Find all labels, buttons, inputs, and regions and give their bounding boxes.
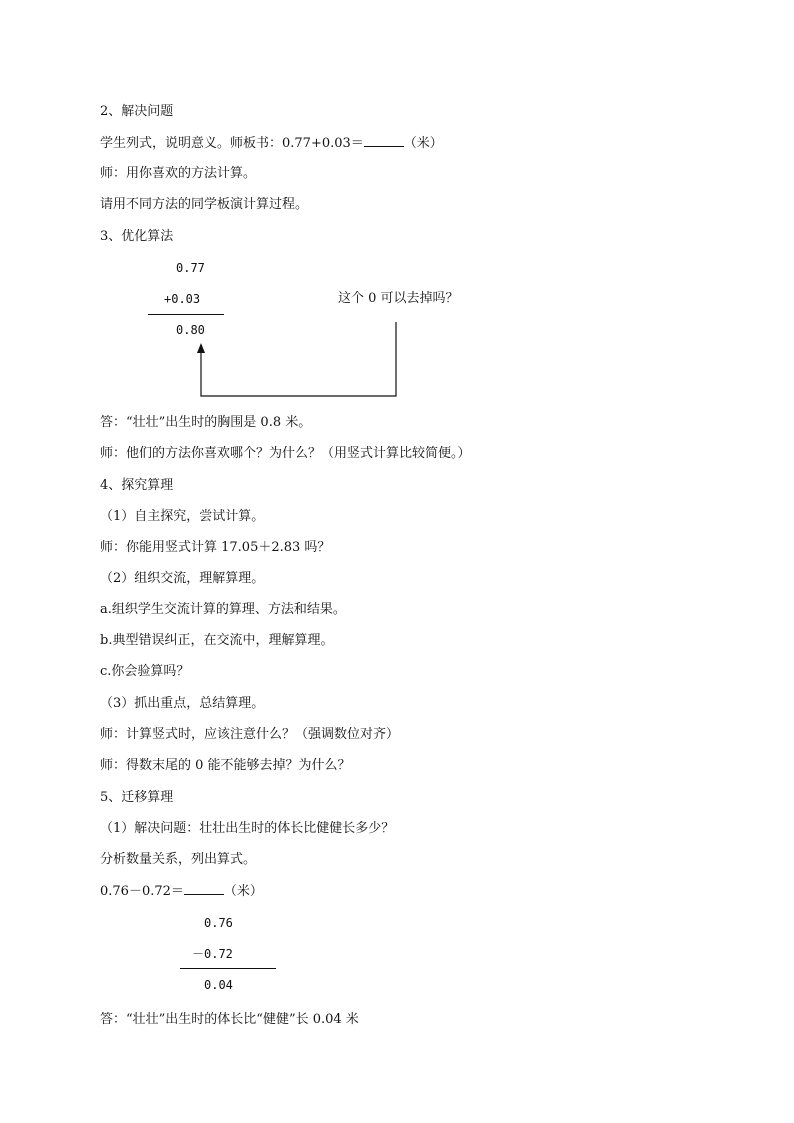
arrow-head-icon bbox=[197, 343, 205, 353]
method-question: 师：他们的方法你喜欢哪个？为什么？（用竖式计算比较简便。） bbox=[100, 446, 471, 461]
step-1-question: 师：你能用竖式计算 17.05＋2.83 吗？ bbox=[100, 540, 331, 555]
arrow-path bbox=[201, 322, 396, 396]
subtraction-rule bbox=[180, 968, 276, 969]
analysis-line: 分析数量关系，列出算式。 bbox=[100, 852, 257, 867]
step-2-b: b.典型错误纠正，在交流中，理解算理。 bbox=[100, 633, 334, 648]
section-5-heading: 5、迁移算理 bbox=[100, 790, 174, 805]
subtraction-top-number: 0.76 bbox=[204, 916, 233, 930]
step-1: （1）自主探究，尝试计算。 bbox=[100, 509, 265, 524]
answer-length: 答：“壮壮”出生时的体长比“健健”长 0.04 米 bbox=[100, 1012, 359, 1027]
problem-1: （1）解决问题：壮壮出生时的体长比健健长多少？ bbox=[100, 821, 395, 836]
answer-blank bbox=[184, 883, 224, 895]
step-2: （2）组织交流，理解算理。 bbox=[100, 571, 265, 586]
zero-annotation: 这个 0 可以去掉吗？ bbox=[338, 291, 459, 306]
section-4-heading: 4、探究算理 bbox=[100, 478, 174, 493]
addition-addend: +0.03 bbox=[164, 292, 201, 306]
subtraction-subtrahend: －0.72 bbox=[192, 947, 233, 961]
step-3-question-1: 师：计算竖式时，应该注意什么？（强调数位对齐） bbox=[100, 727, 400, 742]
subtraction-result: 0.04 bbox=[204, 978, 233, 992]
step-3-question-2: 师：得数末尾的 0 能不能够去掉？为什么？ bbox=[100, 758, 351, 773]
answer-chest: 答：“壮壮”出生时的胸围是 0.8 米。 bbox=[100, 415, 312, 430]
step-2-a: a.组织学生交流计算的算理、方法和结果。 bbox=[100, 602, 346, 617]
equation-text: 0.76－0.72＝ bbox=[100, 884, 184, 899]
unit-label: （米） bbox=[223, 884, 263, 899]
unit-label: （米） bbox=[403, 136, 443, 151]
student-instruction: 请用不同方法的同学板演计算过程。 bbox=[100, 197, 309, 212]
addition-result: 0.80 bbox=[176, 323, 205, 337]
section-2-heading: 2、解决问题 bbox=[100, 104, 174, 119]
section-3-heading: 3、优化算法 bbox=[100, 229, 174, 244]
board-writing-text: 学生列式，说明意义。师板书：0.77+0.03＝ bbox=[100, 136, 364, 151]
step-3: （3）抓出重点，总结算理。 bbox=[100, 696, 265, 711]
subtraction-equation bbox=[100, 883, 263, 900]
addition-top-number: 0.77 bbox=[176, 261, 205, 275]
step-2-c: c.你会验算吗？ bbox=[100, 664, 190, 679]
teacher-prompt: 师：用你喜欢的方法计算。 bbox=[100, 166, 257, 181]
